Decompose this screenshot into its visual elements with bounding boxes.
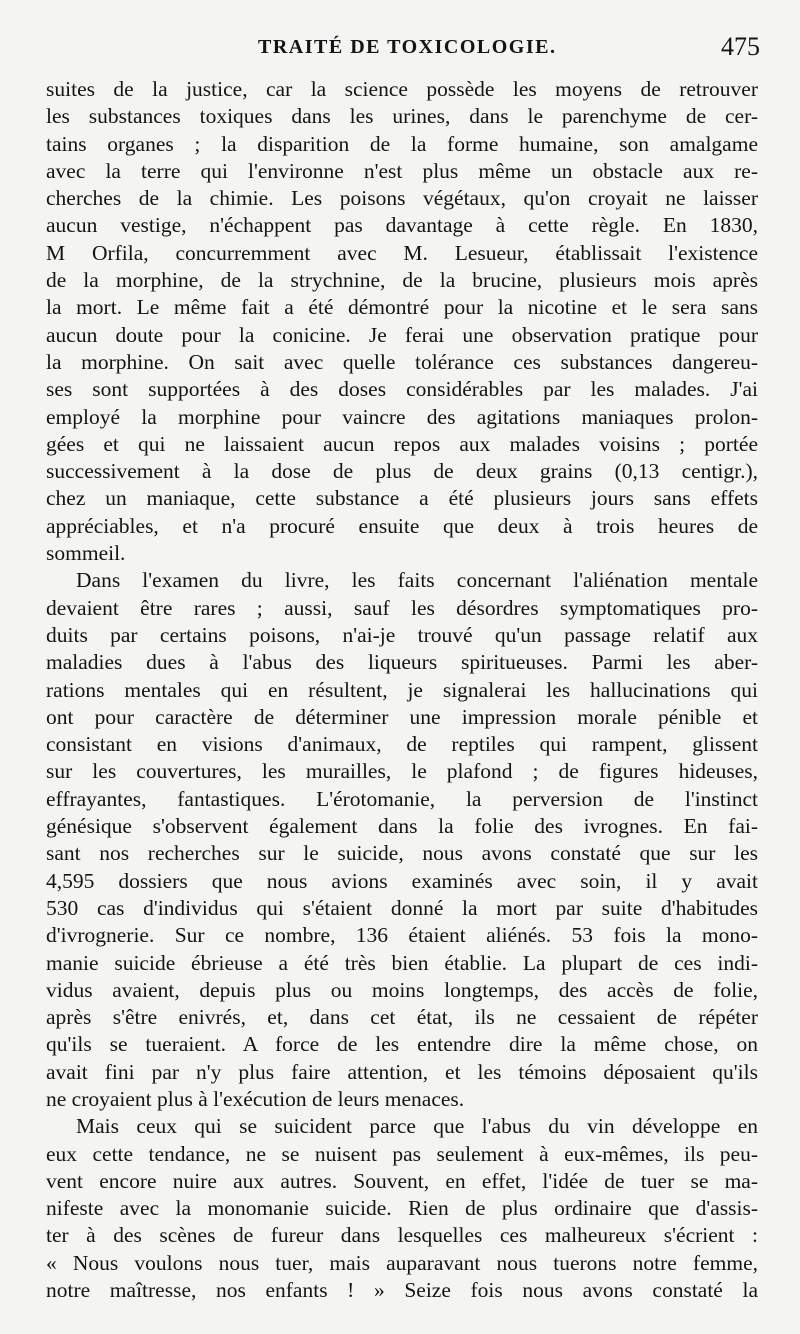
- text-line: manie suicide ébrieuse a été très bien établie. La plupart de ces indi-: [46, 950, 758, 975]
- text-line: cherches de la chimie. Les poisons végétaux, qu'on croyait ne laisser: [46, 186, 758, 211]
- paragraph-end-line: sommeil.: [46, 541, 126, 566]
- text-line: avec la terre qui l'environne n'est plus même un obstacle aux re-: [46, 158, 758, 183]
- body-text: [46, 76, 758, 1304]
- page-number: 475: [721, 32, 760, 61]
- text-line: aucun vestige, n'échappent pas davantage à cette règle. En 1830,: [46, 213, 758, 238]
- text-line: après s'être enivrés, et, dans cet état, ils ne cessaient de répéter: [46, 1005, 758, 1030]
- text-line: nifeste avec la monomanie suicide. Rien de plus ordinaire que d'assis-: [46, 1196, 758, 1221]
- running-title: TRAITÉ DE TOXICOLOGIE.: [258, 36, 557, 58]
- text-line: sur les couvertures, les murailles, le plafond ; de figures hideuses,: [46, 759, 758, 784]
- text-line: M Orfila, concurremment avec M. Lesueur, établissait l'existence: [46, 240, 758, 265]
- text-line: ont pour caractère de déterminer une impression morale pénible et: [46, 704, 758, 729]
- text-line: vidus avaient, depuis plus ou moins longtemps, des accès de folie,: [46, 977, 758, 1002]
- text-line: 530 cas d'individus qui s'étaient donné la mort par suite d'habitudes: [46, 895, 758, 920]
- text-line: les substances toxiques dans les urines, dans le parenchyme de cer-: [46, 104, 758, 129]
- text-line: qu'ils se tueraient. A force de les entendre dire la même chose, on: [46, 1032, 758, 1057]
- text-line: la morphine. On sait avec quelle tolérance ces substances dangereu-: [46, 349, 758, 374]
- text-line: d'ivrognerie. Sur ce nombre, 136 étaient aliénés. 53 fois la mono-: [46, 923, 758, 948]
- text-line: vent encore nuire aux autres. Souvent, en effet, l'idée de tuer se ma-: [46, 1168, 758, 1193]
- text-line: devaient être rares ; aussi, sauf les désordres symptomatiques pro-: [46, 595, 758, 620]
- text-line: rations mentales qui en résultent, je signalerai les hallucinations qui: [46, 677, 758, 702]
- text-line: 4,595 dossiers que nous avions examinés avec soin, il y avait: [46, 868, 758, 893]
- text-line: notre maîtresse, nos enfants ! » Seize fois nous avons constaté la: [46, 1278, 758, 1303]
- text-line: appréciables, et n'a procuré ensuite que deux à trois heures de: [46, 513, 758, 538]
- text-line: tains organes ; la disparition de la forme humaine, son amalgame: [46, 131, 758, 156]
- text-line: effrayantes, fantastiques. L'érotomanie, la perversion de l'instinct: [46, 786, 758, 811]
- text-line: employé la morphine pour vaincre des agitations maniaques prolon-: [46, 404, 758, 429]
- text-line: ter à des scènes de fureur dans lesquelles ces malheureux s'écrient :: [46, 1223, 758, 1248]
- text-line: consistant en visions d'animaux, de reptiles qui rampent, glissent: [46, 732, 758, 757]
- text-line: gées et qui ne laissaient aucun repos aux malades voisins ; portée: [46, 431, 758, 456]
- paragraph-start-line: Dans l'examen du livre, les faits concernant l'aliénation mentale: [76, 568, 758, 593]
- text-line: eux cette tendance, ne se nuisent pas seulement à eux-mêmes, ils peu-: [46, 1141, 758, 1166]
- text-line: suites de la justice, car la science possède les moyens de retrouver: [46, 77, 758, 101]
- text-line: successivement à la dose de plus de deux grains (0,13 centigr.),: [46, 459, 758, 484]
- text-line: duits par certains poisons, n'ai-je trouvé qu'un passage relatif aux: [46, 622, 758, 647]
- text-line: génésique s'observent également dans la folie des ivrognes. En fai-: [46, 814, 758, 839]
- page-header: [48, 32, 760, 72]
- text-line: « Nous voulons nous tuer, mais auparavant nous tuerons notre femme,: [46, 1250, 758, 1275]
- text-line: sant nos recherches sur le suicide, nous avons constaté que sur les: [46, 841, 758, 866]
- text-line: la mort. Le même fait a été démontré pour la nicotine et le sera sans: [46, 295, 758, 320]
- paragraph-start-line: Mais ceux qui se suicident parce que l'abus du vin développe en: [76, 1114, 758, 1139]
- paragraph-end-line: ne croyaient plus à l'exécution de leurs menaces.: [46, 1086, 465, 1111]
- text-line: ses sont supportées à des doses considérables par les malades. J'ai: [46, 377, 758, 402]
- text-line: aucun doute pour la conicine. Je ferai une observation pratique pour: [46, 322, 758, 347]
- text-line: de la morphine, de la strychnine, de la brucine, plusieurs mois après: [46, 268, 758, 293]
- text-line: maladies dues à l'abus des liqueurs spiritueuses. Parmi les aber-: [46, 650, 758, 675]
- text-line: avait fini par n'y plus faire attention, et les témoins déposaient qu'ils: [46, 1059, 758, 1084]
- text-line: chez un maniaque, cette substance a été plusieurs jours sans effets: [46, 486, 758, 511]
